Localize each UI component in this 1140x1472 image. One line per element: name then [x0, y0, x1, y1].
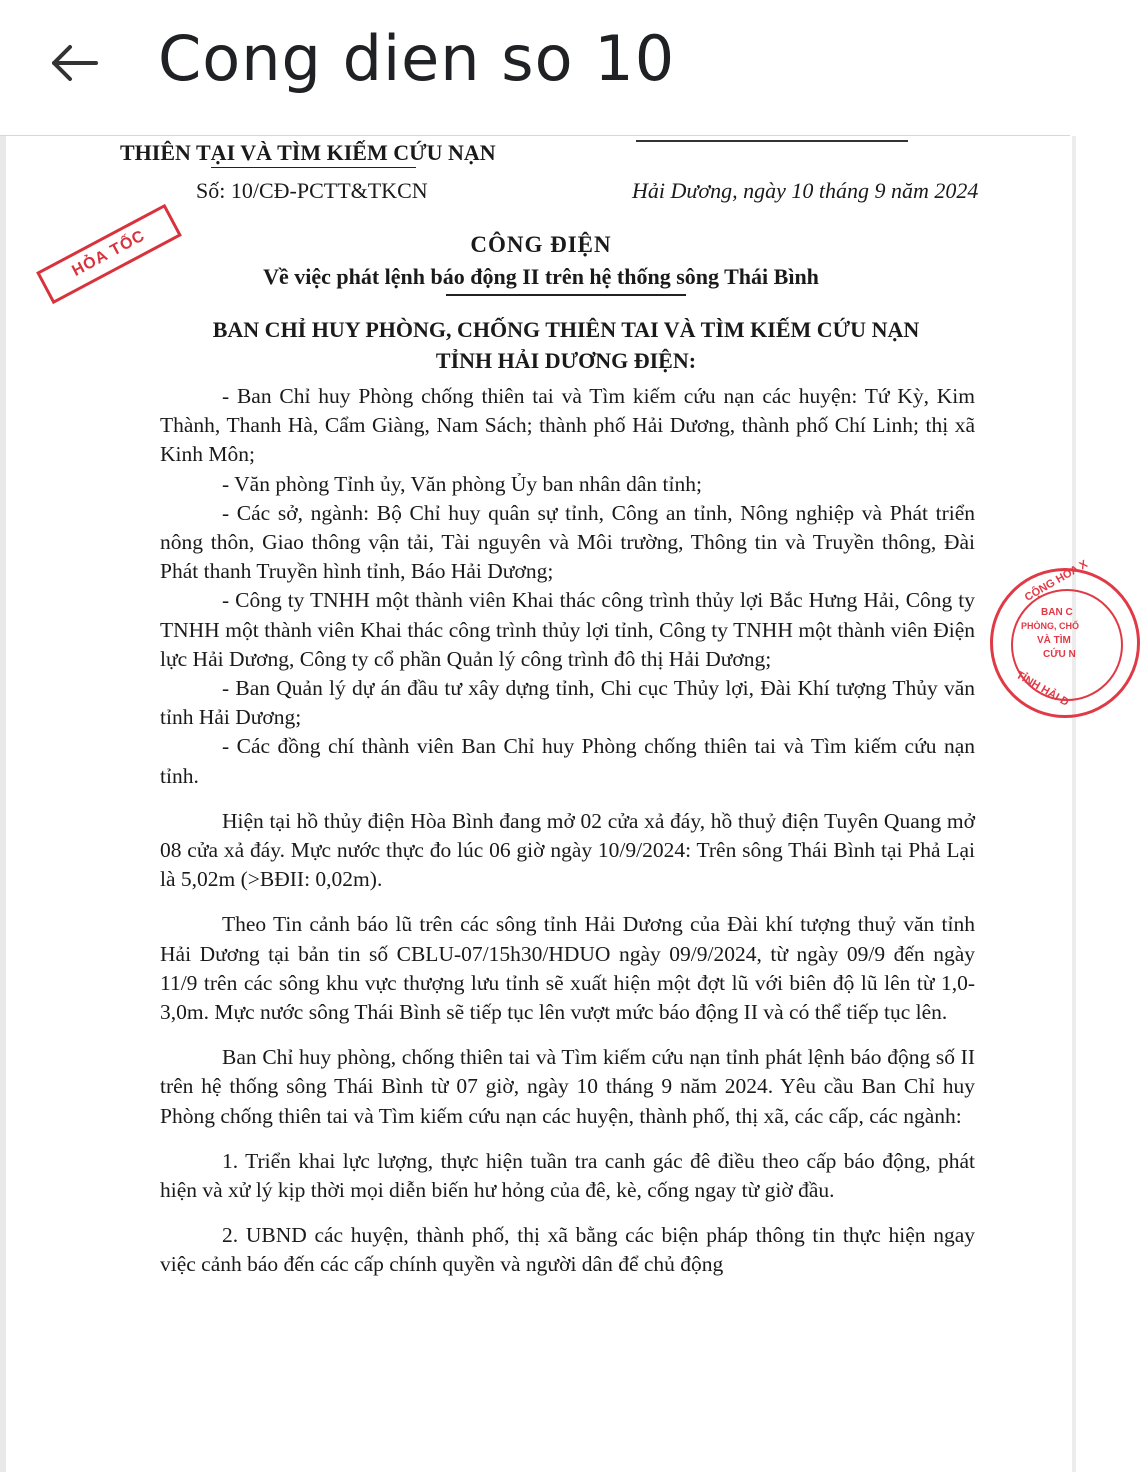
document-subject: Về việc phát lệnh báo động II trên hệ thống sông Thái Bình: [263, 264, 819, 289]
sender-line: TỈNH HẢI DƯƠNG ĐIỆN:: [435, 348, 697, 373]
recipient-item: - Các đồng chí thành viên Ban Chỉ huy Phòng chống thiên tai và Tìm kiếm cứu nạn tỉnh.: [160, 734, 975, 788]
document-body: [160, 382, 975, 1280]
subject-underline: [446, 294, 686, 296]
header-rule: [636, 140, 908, 142]
seal-text: BAN C: [1041, 607, 1073, 618]
arrow-left-icon: [50, 43, 100, 83]
recipient-item: - Các sở, ngành: Bộ Chỉ huy quân sự tỉnh, Công an tỉnh, Nông nghiệp và Phát triển nông thôn, Giao thông vận tải, Tài nguyên và Môi trường, Thông tin và Truyền thông, Đài Phát thanh Truyền hình tỉnh, Báo Hải Dương;: [160, 500, 975, 584]
urgent-stamp-text: HỎA TỐC: [69, 227, 149, 280]
body-paragraph: Ban Chỉ huy phòng, chống thiên tai và Tìm kiếm cứu nạn tỉnh phát lệnh báo động số II trên hệ thống sông Thái Bình từ 07 giờ, ngày 10 tháng 9 năm 2024. Yêu cầu Ban Chỉ huy Phòng chống thiên tai và Tìm kiếm cứu nạn các huyện, thành phố, thị xã, các cấp, các ngành:: [160, 1045, 975, 1128]
seal-text: PHÒNG, CHỐ: [1021, 621, 1080, 631]
document-type: CÔNG ĐIỆN: [470, 232, 612, 257]
document-date: Hải Dương, ngày 10 tháng 9 năm 2024: [632, 178, 979, 203]
page-edge: [1072, 136, 1076, 1472]
org-underline: [211, 167, 416, 168]
sender-block: [126, 314, 1006, 376]
issuing-org: THIÊN TẠI VÀ TÌM KIẾM CỨU NẠN: [120, 140, 496, 165]
official-seal: [990, 558, 1140, 718]
body-paragraph: Hiện tại hồ thủy điện Hòa Bình đang mở 02 cửa xả đáy, hồ thuỷ điện Tuyên Quang mở 08 cửa xả đáy. Mực nước thực đo lúc 06 giờ ngày 10/9/2024: Trên sông Thái Bình tại Phả Lại là 5,02m (>BĐII: 0,02m).: [160, 808, 975, 892]
sender-line: BAN CHỈ HUY PHÒNG, CHỐNG THIÊN TAI VÀ TÌM KIẾM CỨU NẠN: [212, 317, 920, 342]
document-number: Số: 10/CĐ-PCTT&TKCN: [196, 178, 428, 203]
seal-text: VÀ TÌM: [1037, 635, 1071, 646]
body-paragraph: Theo Tin cảnh báo lũ trên các sông tỉnh Hải Dương của Đài khí tượng thuỷ văn tỉnh Hải Dương tại bản tin số CBLU-07/15h30/HDUO ngày 09/9/2024, từ ngày 09/9 đến ngày 11/9 trên các sông khu vực thượng lưu tỉnh sẽ xuất hiện một đợt lũ với biên độ lũ lên từ 1,0-3,0m. Mực nước sông Thái Bình sẽ tiếp tục lên vượt mức báo động II và có thể tiếp tục lên.: [160, 912, 975, 1025]
back-button[interactable]: [40, 28, 110, 98]
recipient-item: - Ban Chỉ huy Phòng chống thiên tai và Tìm kiếm cứu nạn các huyện: Tứ Kỳ, Kim Thành, Thanh Hà, Cẩm Giàng, Nam Sách; thành phố Hải Dương, thành phố Chí Linh; thị xã Kinh Môn;: [160, 384, 975, 467]
recipient-item: - Công ty TNHH một thành viên Khai thác công trình thủy lợi Bắc Hưng Hải, Công ty TNHH một thành viên Khai thác công trình thủy lợi tỉnh, Công ty TNHH một thành viên Điện lực Hải Dương, Công ty cổ phần Quản lý công trình đô thị Hải Dương;: [160, 588, 975, 671]
seal-text: TỈNH HẢI D: [1013, 669, 1071, 709]
seal-text: CỨU N: [1043, 649, 1076, 660]
recipient-item: - Văn phòng Tỉnh ủy, Văn phòng Ủy ban nhân dân tỉnh;: [222, 471, 702, 496]
body-paragraph: 1. Triển khai lực lượng, thực hiện tuần tra canh gác đê điều theo cấp báo động, phát hiện và xử lý kịp thời mọi diễn biến hư hỏng của đê, kè, cống ngay từ giờ đầu.: [160, 1148, 975, 1203]
body-paragraph: 2. UBND các huyện, thành phố, thị xã bằng các biện pháp thông tin thực hiện ngay việc cảnh báo đến các cấp chính quyền và người dân để chủ động: [160, 1223, 975, 1277]
recipient-item: - Ban Quản lý dự án đầu tư xây dựng tỉnh, Chi cục Thủy lợi, Đài Khí tượng Thủy văn tỉnh Hải Dương;: [160, 676, 975, 730]
seal-text: CỘNG HÒA X: [1022, 558, 1090, 604]
page-title: Cong dien so 10: [158, 22, 676, 95]
document-view[interactable]: [0, 136, 1090, 1472]
app-bar: [0, 0, 1070, 136]
